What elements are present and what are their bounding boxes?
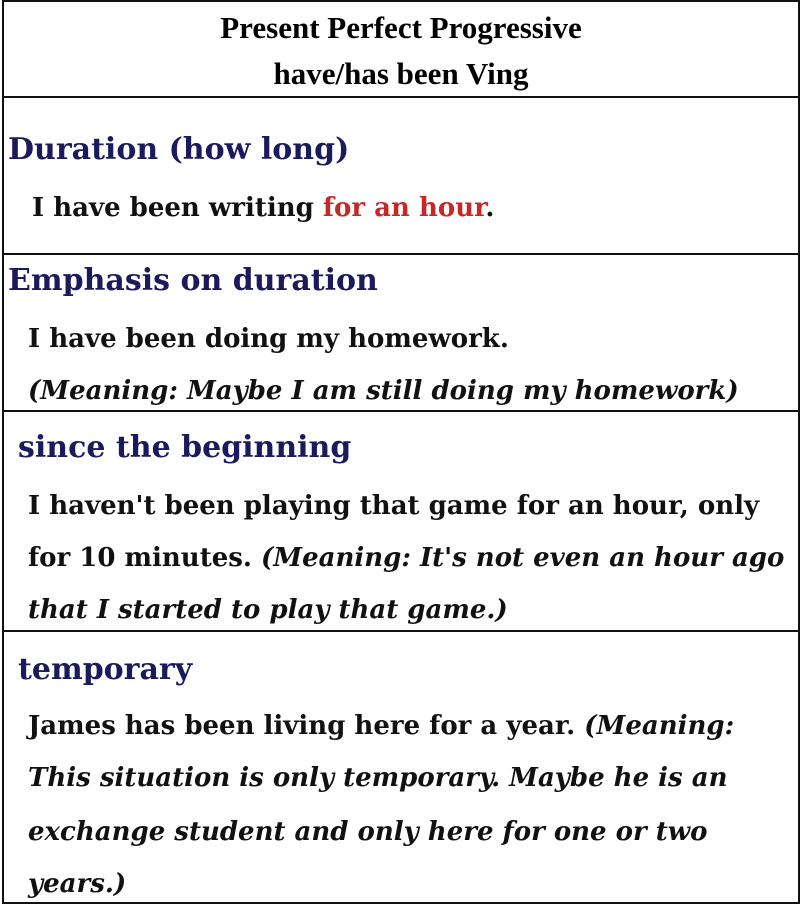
meaning-note: (Meaning: It's not even an hour ago [261, 543, 785, 573]
example-sentence-continued [28, 540, 784, 576]
example-text: James has been living here for a year. [28, 711, 585, 741]
meaning-note-continued: years.) [28, 869, 127, 899]
meaning-note-continued: This situation is only temporary. Maybe he is an [28, 763, 728, 793]
meaning-note: (Meaning: Maybe I am still doing my homework) [28, 376, 739, 406]
section-since-beginning [4, 412, 798, 632]
meaning-note: (Meaning: [584, 711, 735, 741]
section-heading: Duration (how long) [8, 132, 350, 167]
title-row [4, 2, 798, 98]
section-heading: since the beginning [18, 430, 352, 465]
section-duration [4, 98, 798, 255]
example-period: . [485, 193, 495, 223]
table-subtitle: have/has been Ving [273, 56, 529, 91]
section-heading: Emphasis on duration [8, 263, 378, 298]
section-emphasis [4, 255, 798, 412]
table-title: Present Perfect Progressive [220, 10, 582, 45]
section-heading: temporary [18, 652, 193, 687]
meaning-note-continued: that I started to play that game.) [28, 595, 508, 625]
example-sentence: I haven't been playing that game for an hour, only [28, 491, 760, 521]
grammar-table [2, 0, 800, 904]
example-sentence [28, 708, 734, 744]
section-temporary [4, 632, 798, 904]
example-sentence [32, 190, 494, 226]
example-sentence: I have been doing my homework. [28, 324, 509, 354]
highlighted-phrase: for an hour [322, 193, 486, 223]
example-text: for 10 minutes. [28, 543, 261, 573]
meaning-note-continued: exchange student and only here for one or two [28, 817, 708, 847]
example-text: I have been writing [32, 193, 323, 223]
